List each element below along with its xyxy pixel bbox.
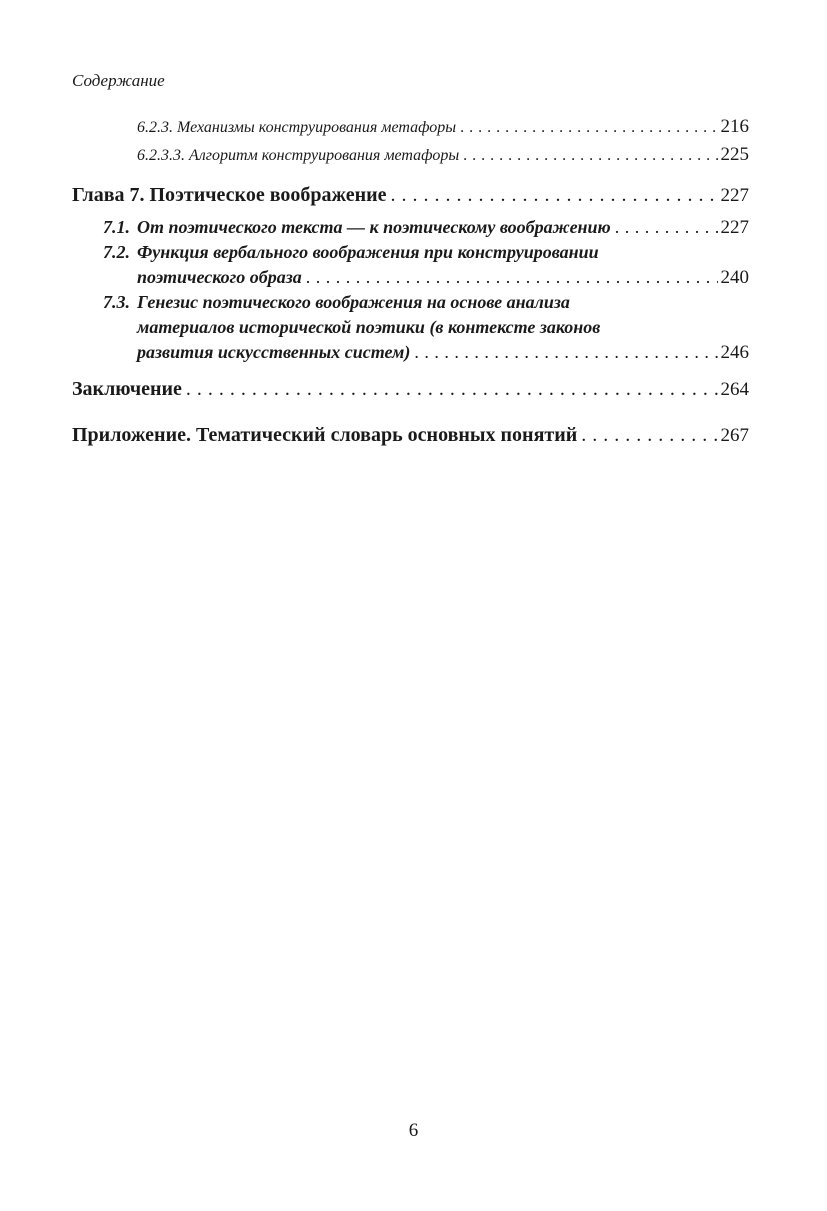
toc-entry-title-line: развития искусственных систем) xyxy=(137,342,411,362)
dot-leader xyxy=(463,147,717,165)
dot-leader xyxy=(581,424,717,447)
toc-entry-title-line: Генезис поэтического воображения на основе анализа xyxy=(137,292,570,312)
running-header: Содержание xyxy=(72,71,165,90)
toc-entry-page: 246 xyxy=(720,342,749,363)
toc-entry-page: 264 xyxy=(720,379,749,400)
dot-leader xyxy=(414,340,717,365)
toc-entry-7-1[interactable] xyxy=(103,215,749,240)
toc-entry-6-2-3[interactable] xyxy=(137,116,749,138)
toc-entry-7-2[interactable] xyxy=(103,240,749,290)
toc-entry-page: 240 xyxy=(720,267,749,288)
dot-leader xyxy=(186,378,718,401)
toc-entry-page: 227 xyxy=(720,217,749,238)
toc-entry-title-line: поэтического образа xyxy=(137,267,302,287)
section-number: 7.1. xyxy=(103,217,130,237)
toc-entry-6-2-3-3[interactable] xyxy=(137,144,749,166)
page-number: 6 xyxy=(408,1120,419,1141)
dot-leader xyxy=(306,265,718,290)
toc-entry-appendix[interactable] xyxy=(72,424,749,447)
dot-leader xyxy=(460,119,717,137)
section-number: 7.2. xyxy=(103,242,130,262)
toc-entry-page: 216 xyxy=(720,116,749,137)
dot-leader xyxy=(391,184,718,207)
toc-entry-title: 6.2.3.3. Алгоритм конструирования метафоры xyxy=(137,147,460,164)
section-number: 7.3. xyxy=(103,292,130,312)
toc-entry-title-line: Функция вербального воображения при конструировании xyxy=(137,242,599,262)
toc-entry-page: 225 xyxy=(720,144,749,165)
toc-entry-page: 267 xyxy=(720,425,749,446)
toc-entry-chapter-7[interactable] xyxy=(72,184,749,207)
toc-entry-title-line: материалов исторической поэтики (в контексте законов xyxy=(137,317,601,337)
toc-entry-conclusion[interactable] xyxy=(72,378,749,401)
dot-leader xyxy=(615,215,718,240)
toc-entry-title: 6.2.3. Механизмы конструирования метафоры xyxy=(137,119,457,136)
toc-entry-title: Заключение xyxy=(72,378,182,400)
toc-entry-title: Приложение. Тематический словарь основных понятий xyxy=(72,424,578,446)
toc-entry-page: 227 xyxy=(720,185,749,206)
toc-entry-title: Глава 7. Поэтическое воображение xyxy=(72,184,387,206)
toc-entry-7-3[interactable] xyxy=(103,290,749,365)
toc-entry-title: От поэтического текста — к поэтическому воображению xyxy=(137,217,611,237)
